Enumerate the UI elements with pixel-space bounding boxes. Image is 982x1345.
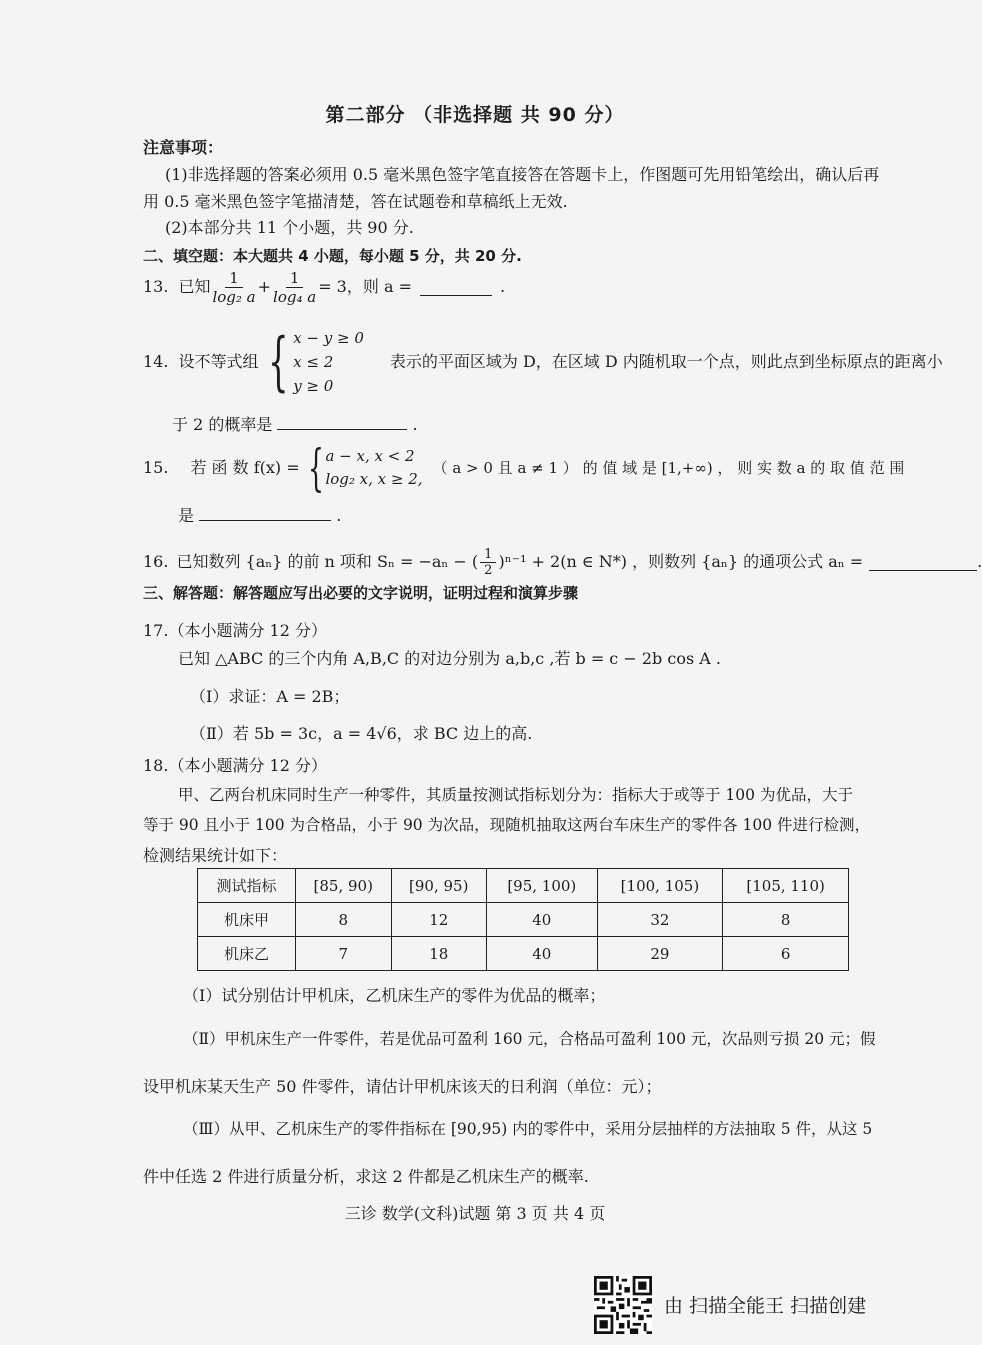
q13-answer-blank (420, 279, 492, 296)
q13-fraction-2 (273, 269, 316, 306)
q17-line-1: 已知 △ABC 的三个内角 A,B,C 的对边分别为 a,b,c ,若 b = c − 2b cos A . (178, 649, 721, 668)
q15-line2-text: 是 (178, 506, 195, 525)
q14-answer-blank (277, 413, 407, 430)
q16-frac-num: 1 (480, 547, 496, 563)
q18-line-2: 等于 90 且小于 100 为合格品，小于 90 为次品，现随机抽取这两台车床生产的零件各 100 件进行检测， (143, 816, 871, 834)
table-header-cell: [100, 105) (597, 869, 723, 903)
table-header-cell: [105, 110) (723, 869, 849, 903)
q13-frac2-den: log₄ a (273, 287, 317, 306)
q13-tail: = 3，则 a = (318, 277, 412, 296)
question-16 (143, 542, 982, 582)
table-cell: 40 (487, 937, 598, 971)
q17-part-2: （Ⅱ）若 5b = 3c，a = 4√6，求 BC 边上的高. (190, 724, 533, 743)
q18-part-2-line-2: 设甲机床某天生产 50 件零件，请估计甲机床该天的日利润（单位：元）； (143, 1077, 662, 1096)
q18-line-1: 甲、乙两台机床同时生产一种零件，其质量按测试指标划分为：指标大于或等于 100 为优品，大于 (178, 786, 853, 804)
q15-lead: 若 函 数 f(x) = (190, 458, 300, 477)
table-cell: 8 (296, 903, 392, 937)
q17-part-1: （Ⅰ）求证：A = 2B； (190, 687, 350, 706)
q15-piecewise (325, 445, 422, 491)
q18-line-3: 检测结果统计如下： (143, 846, 288, 865)
q14-end: . (412, 415, 418, 434)
q14-ineq-3: y ≥ 0 (293, 377, 334, 395)
table-cell: 32 (597, 903, 723, 937)
q13-end: . (499, 277, 506, 296)
q13-frac1-den: log₂ a (212, 287, 256, 306)
question-13 (143, 265, 505, 309)
q16-answer-blank (869, 554, 977, 571)
table-header-cell: [85, 90) (296, 869, 392, 903)
q14-line-2 (172, 413, 418, 436)
q14-text: 表示的平面区域为 D，在区域 D 内随机取一个点，则此点到坐标原点的距离小 (389, 352, 943, 371)
q16-fraction (480, 547, 496, 578)
q14-inequality-system (293, 326, 364, 398)
section-2-heading: 二、填空题：本大题共 4 小题，每小题 5 分，共 20 分. (143, 247, 522, 265)
table-cell: 18 (391, 937, 487, 971)
notice-line-3: (2)本部分共 11 个小题，共 90 分. (165, 218, 414, 237)
table-row (198, 903, 849, 937)
q16-number: 16. (143, 552, 169, 571)
question-15 (143, 439, 905, 497)
q14-ineq-1: x − y ≥ 0 (293, 329, 364, 347)
q15-text: （ a > 0 且 a ≠ 1 ） 的 值 域 是 [1,+∞) ， 则 实 数 a 的 取 值 范 围 (432, 459, 905, 477)
q16-end: . (977, 552, 982, 571)
q14-brace: { (268, 325, 290, 399)
table-header-row (198, 869, 849, 903)
q16-frac-den: 2 (484, 562, 493, 578)
table-header-cell: 测试指标 (198, 869, 296, 903)
table-cell: 40 (487, 903, 598, 937)
table-header-cell: [95, 100) (487, 869, 598, 903)
inspection-results-table (197, 868, 849, 971)
table-cell: 12 (391, 903, 487, 937)
table-cell: 机床甲 (198, 903, 296, 937)
q13-fraction-1 (212, 269, 255, 306)
notice-line-2: 用 0.5 毫米黑色签字笔描清楚，答在试题卷和草稿纸上无效. (143, 192, 568, 211)
q18-part-1: （Ⅰ）试分别估计甲机床，乙机床生产的零件为优品的概率； (183, 986, 606, 1005)
table-row (198, 937, 849, 971)
q18-part-3-line-1: （Ⅲ）从甲、乙机床生产的零件指标在 [90,95) 内的零件中，采用分层抽样的方法抽取 5 件，从这 5 (183, 1120, 873, 1138)
q15-brace: { (307, 439, 324, 497)
q14-lead: 设不等式组 (178, 352, 259, 371)
table-cell: 8 (723, 903, 849, 937)
table-cell: 29 (597, 937, 723, 971)
page-title: 第二部分 （非选择题 共 90 分） (325, 104, 625, 126)
q13-lead: 已知 (178, 277, 211, 296)
page-footer: 三诊 数学(文科)试题 第 3 页 共 4 页 (344, 1204, 606, 1223)
table-cell: 6 (723, 937, 849, 971)
q16-text-2: )ⁿ⁻¹ + 2(n ∈ N*) ，则数列 {aₙ} 的通项公式 aₙ = (498, 552, 864, 571)
table-cell: 7 (296, 937, 392, 971)
q15-answer-blank (199, 504, 331, 521)
qr-code-icon (594, 1276, 652, 1334)
q18-heading: 18.（本小题满分 12 分） (143, 756, 327, 775)
q13-plus: + (257, 277, 272, 296)
notice-line-1: (1)非选择题的答案必须用 0.5 毫米黑色签字笔直接答在答题卡上，作图题可先用铅笔绘出，确认后再 (165, 165, 880, 184)
section-3-heading: 三、解答题：解答题应写出必要的文字说明，证明过程和演算步骤 (143, 584, 579, 602)
q17-heading: 17.（本小题满分 12 分） (143, 621, 327, 640)
table-header-cell: [90, 95) (391, 869, 487, 903)
scanner-watermark: 由 扫描全能王 扫描创建 (664, 1295, 867, 1317)
q13-number: 13. (143, 277, 169, 296)
q16-text-1: 已知数列 {aₙ} 的前 n 项和 Sₙ = −aₙ − ( (176, 552, 479, 571)
notice-heading: 注意事项： (143, 138, 224, 157)
table-cell: 机床乙 (198, 937, 296, 971)
q14-number: 14. (143, 352, 169, 371)
q13-frac1-num: 1 (225, 269, 243, 288)
q15-case-1: a − x, x < 2 (325, 447, 415, 465)
q13-frac2-num: 1 (286, 269, 304, 288)
q15-end: . (336, 506, 342, 525)
q14-ineq-2: x ≤ 2 (293, 353, 334, 371)
q18-part-3-line-2: 件中任选 2 件进行质量分析，求这 2 件都是乙机床生产的概率. (143, 1167, 589, 1186)
q15-number: 15. (143, 458, 169, 477)
q14-line2-text: 于 2 的概率是 (172, 415, 273, 434)
q15-case-2: log₂ x, x ≥ 2, (325, 470, 423, 488)
q18-part-2-line-1: （Ⅱ）甲机床生产一件零件，若是优品可盈利 160 元，合格品可盈利 100 元，次品则亏损 20 元；假 (183, 1030, 876, 1048)
q15-line-2 (178, 504, 341, 527)
question-14 (143, 326, 943, 398)
